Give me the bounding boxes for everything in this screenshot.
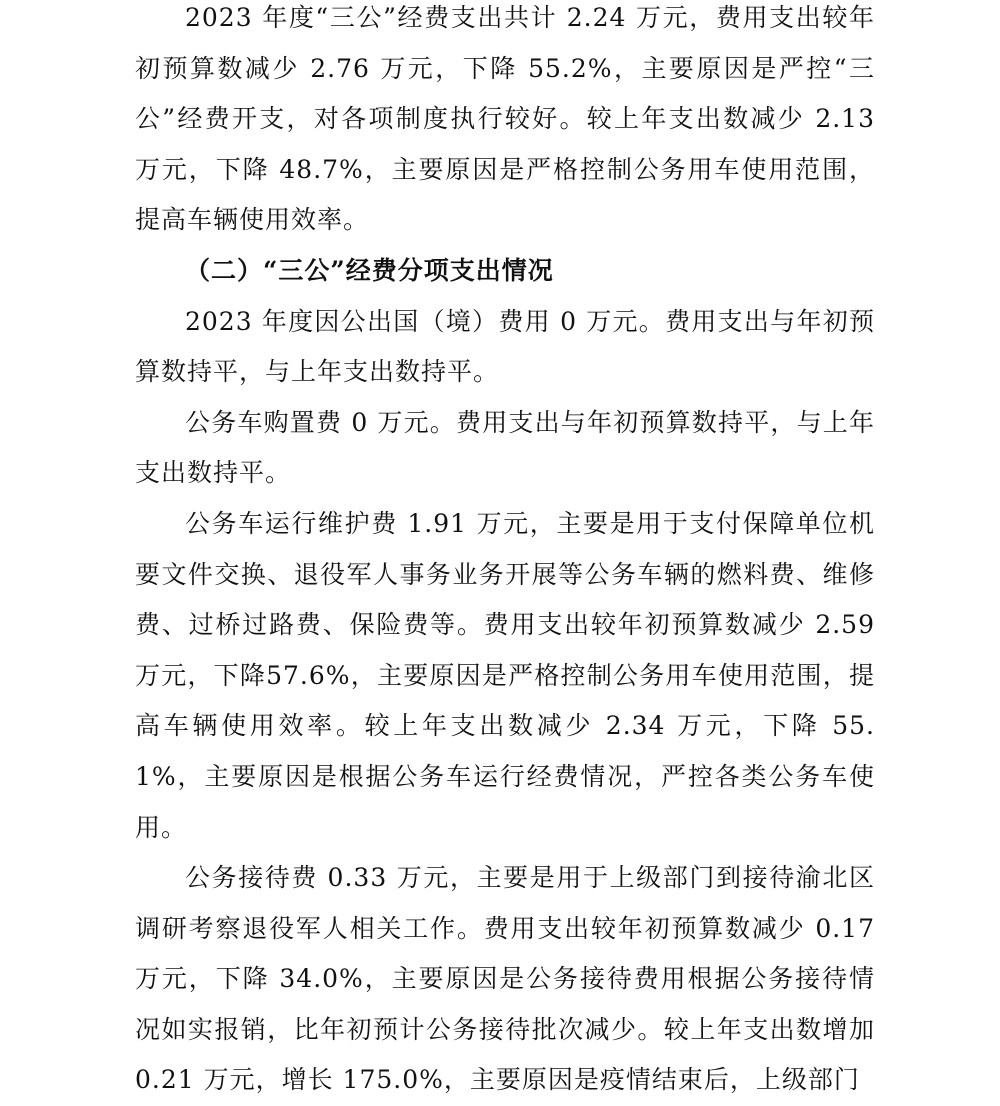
section-heading-itemized: （二）“三公”经费分项支出情况: [185, 255, 554, 285]
paragraph-overseas-travel: 2023 年度因公出国（境）费用 0 万元。费用支出与年初预算数持平，与上年支出数持平。: [135, 306, 875, 387]
paragraph-vehicle-maintenance: 公务车运行维护费 1.91 万元，主要是用于支付保障单位机要文件交换、退役军人事务业务开展等公务车辆的燃料费、维修费、过桥过路费、保险费等。费用支出较年初预算数减少 2.59万元，下降57.6%，主要原因是严格控制公务用车使用范围，提高车辆使用效率。较上年支出数减少 2.34 万元，下降 55.1%，主要原因是根据公务车运行经费情况，严控各类公务车使用。: [135, 508, 875, 842]
document-page: [135, 0, 875, 1106]
paragraph-total-expense: 2023 年度“三公”经费支出共计 2.24 万元，费用支出较年初预算数减少 2.76 万元，下降 55.2%，主要原因是严控“三公”经费开支，对各项制度执行较好。较上年支出数减少 2.13 万元，下降 48.7%，主要原因是严格控制公务用车使用范围，提高车辆使用效率。: [135, 3, 875, 235]
paragraph-vehicle-purchase: 公务车购置费 0 万元。费用支出与年初预算数持平，与上年支出数持平。: [135, 407, 875, 488]
paragraph-reception: 公务接待费 0.33 万元，主要是用于上级部门到接待渝北区调研考察退役军人相关工作。费用支出较年初预算数减少 0.17 万元，下降 34.0%，主要原因是公务接待费用根据公务接待情况如实报销，比年初预计公务接待批次减少。较上年支出数增加 0.21 万元，增长 175.0%，主要原因是疫情结束后，上级部门: [135, 863, 875, 1095]
